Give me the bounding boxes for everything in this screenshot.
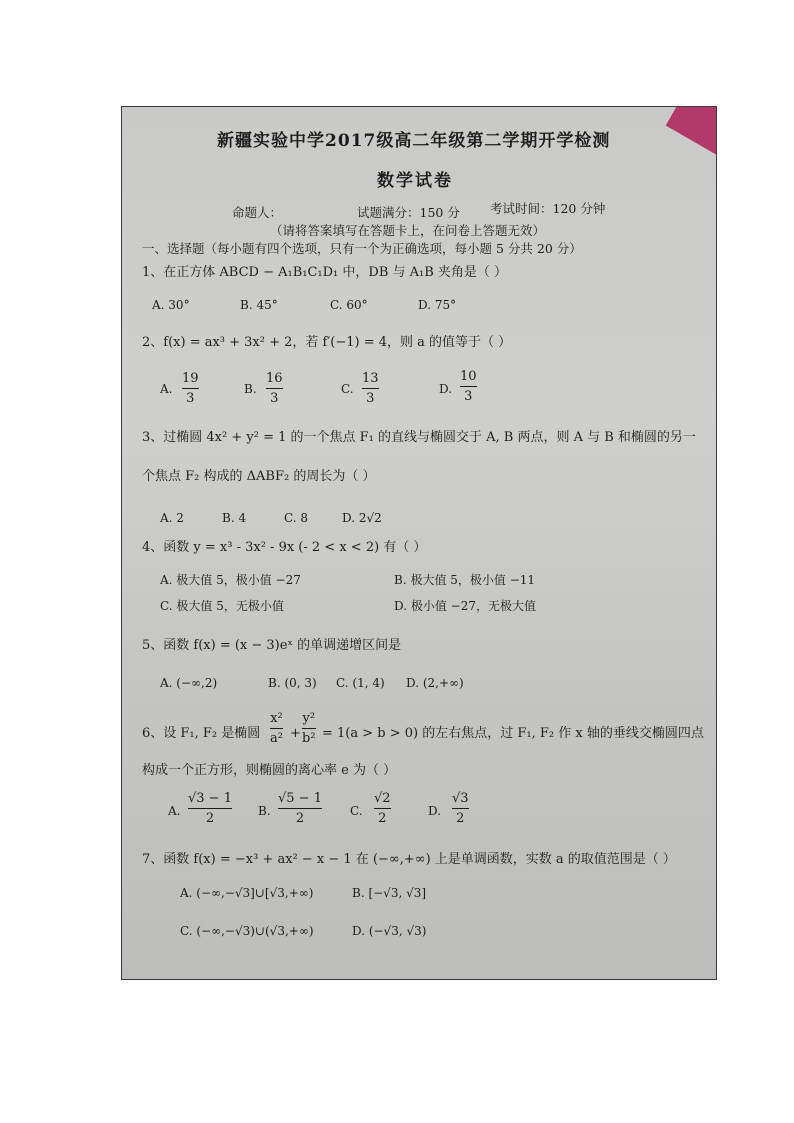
question-1-option-a: A. 30° [152,298,190,312]
question-6-line-2: 构成一个正方形，则椭圆的离心率 e 为（ ） [142,763,397,778]
exam-photo [121,106,717,980]
question-2-option-c [362,371,379,406]
question-2-option-c-letter: C. [341,382,354,396]
numerator: √2 [374,791,391,806]
question-7-option-a: A. (−∞,−√3]∪[√3,+∞) [180,886,314,900]
exam-time: 考试时间：120 分钟 [490,201,606,216]
numerator: x² [270,711,283,726]
question-1-option-b: B. 45° [240,298,278,312]
question-6-plus: + [290,726,301,741]
question-4-option-d: D. 极小值 −27，无极大值 [394,599,536,613]
numerator: 16 [266,371,283,386]
denominator: b² [302,731,316,746]
question-3-line-1: 3、过椭圆 4x² + y² = 1 的一个焦点 F₁ 的直线与椭圆交于 A, B 两点，则 A 与 B 和椭圆的另一 [142,430,696,445]
question-3-option-a: A. 2 [160,511,184,525]
denominator: 2 [378,811,387,826]
question-6-option-a-letter: A. [168,804,181,818]
question-1-option-c: C. 60° [330,298,368,312]
section-heading: 一、选择题（每小题有四个选项，只有一个为正确选项，每小题 5 分共 20 分） [142,241,582,256]
question-3-line-2: 个焦点 F₂ 构成的 ΔABF₂ 的周长为（ ） [142,469,376,484]
question-3-option-b: B. 4 [222,511,247,525]
question-4-option-c: C. 极大值 5，无极小值 [160,599,284,613]
denominator: 3 [366,391,375,406]
question-2-option-b-letter: B. [244,382,257,396]
question-1-stem: 1、在正方体 ABCD − A₁B₁C₁D₁ 中，DB 与 A₁B 夹角是（ ） [142,265,508,280]
numerator: y² [302,711,316,726]
question-3-option-d: D. 2√2 [342,511,382,525]
question-4-option-a: A. 极大值 5，极小值 −27 [160,573,301,587]
full-score: 试题满分：150 分 [357,205,460,220]
question-5-option-a: A. (−∞,2) [160,676,218,690]
question-5-option-c: C. (1, 4) [336,676,385,690]
question-6-option-c-letter: C. [350,804,363,818]
numerator: 19 [182,371,199,386]
numerator: √5 − 1 [278,791,322,806]
question-6-option-b [278,791,322,826]
question-7-option-b: B. [−√3, √3] [352,886,427,900]
setter-label: 命题人： [232,205,283,220]
pink-corner [666,106,717,160]
question-6-option-d [452,791,469,826]
question-6-fraction-y [302,711,316,746]
denominator: 3 [186,391,195,406]
question-5-stem: 5、函数 f(x) = (x − 3)eˣ 的单调递增区间是 [142,638,402,653]
question-2-option-a-letter: A. [160,382,173,396]
denominator: 2 [205,811,215,826]
question-7-option-c: C. (−∞,−√3)∪(√3,+∞) [180,924,314,938]
question-2-option-d [460,369,477,404]
answer-note: （请将答案填写在答题卡上，在问卷上答题无效） [270,223,546,238]
exam-title: 新疆实验中学2017级高二年级第二学期开学检测 [217,131,611,151]
denominator: 2 [295,811,305,826]
question-4-stem: 4、函数 y = x³ - 3x² - 9x (- 2 < x < 2) 有（ ） [142,540,427,555]
question-6-suffix: = 1(a > b > 0) 的左右焦点，过 F₁, F₂ 作 x 轴的垂线交椭圆四点 [322,726,704,741]
question-6-fraction-x [270,711,283,746]
question-6-option-b-letter: B. [258,804,271,818]
question-2-option-a [182,371,199,406]
question-4-option-b: B. 极大值 5，极小值 −11 [394,573,536,587]
question-2-option-b [266,371,283,406]
question-2-option-d-letter: D. [439,382,453,396]
denominator: 3 [270,391,279,406]
exam-subtitle: 数学试卷 [377,171,453,191]
question-2-stem: 2、f(x) = ax³ + 3x² + 2，若 f′(−1) = 4，则 a 的值等于（ ） [142,335,512,350]
question-6-option-c [374,791,391,826]
numerator: 13 [362,371,379,386]
numerator: √3 − 1 [188,791,232,806]
question-7-option-d: D. (−√3, √3) [352,924,427,938]
denominator: a² [270,731,283,746]
question-3-option-c: C. 8 [284,511,309,525]
question-6-option-d-letter: D. [428,804,442,818]
question-6-prefix: 6、设 F₁, F₂ 是椭圆 [142,726,261,741]
question-5-option-b: B. (0, 3) [268,676,317,690]
question-7-stem: 7、函数 f(x) = −x³ + ax² − x − 1 在 (−∞,+∞) 上是单调函数，实数 a 的取值范围是（ ） [142,852,676,867]
question-1-option-d: D. 75° [418,298,457,312]
numerator: 10 [460,369,477,384]
denominator: 3 [464,389,473,404]
numerator: √3 [452,791,469,806]
question-5-option-d: D. (2,+∞) [406,676,464,690]
question-6-option-a [188,791,232,826]
denominator: 2 [456,811,465,826]
